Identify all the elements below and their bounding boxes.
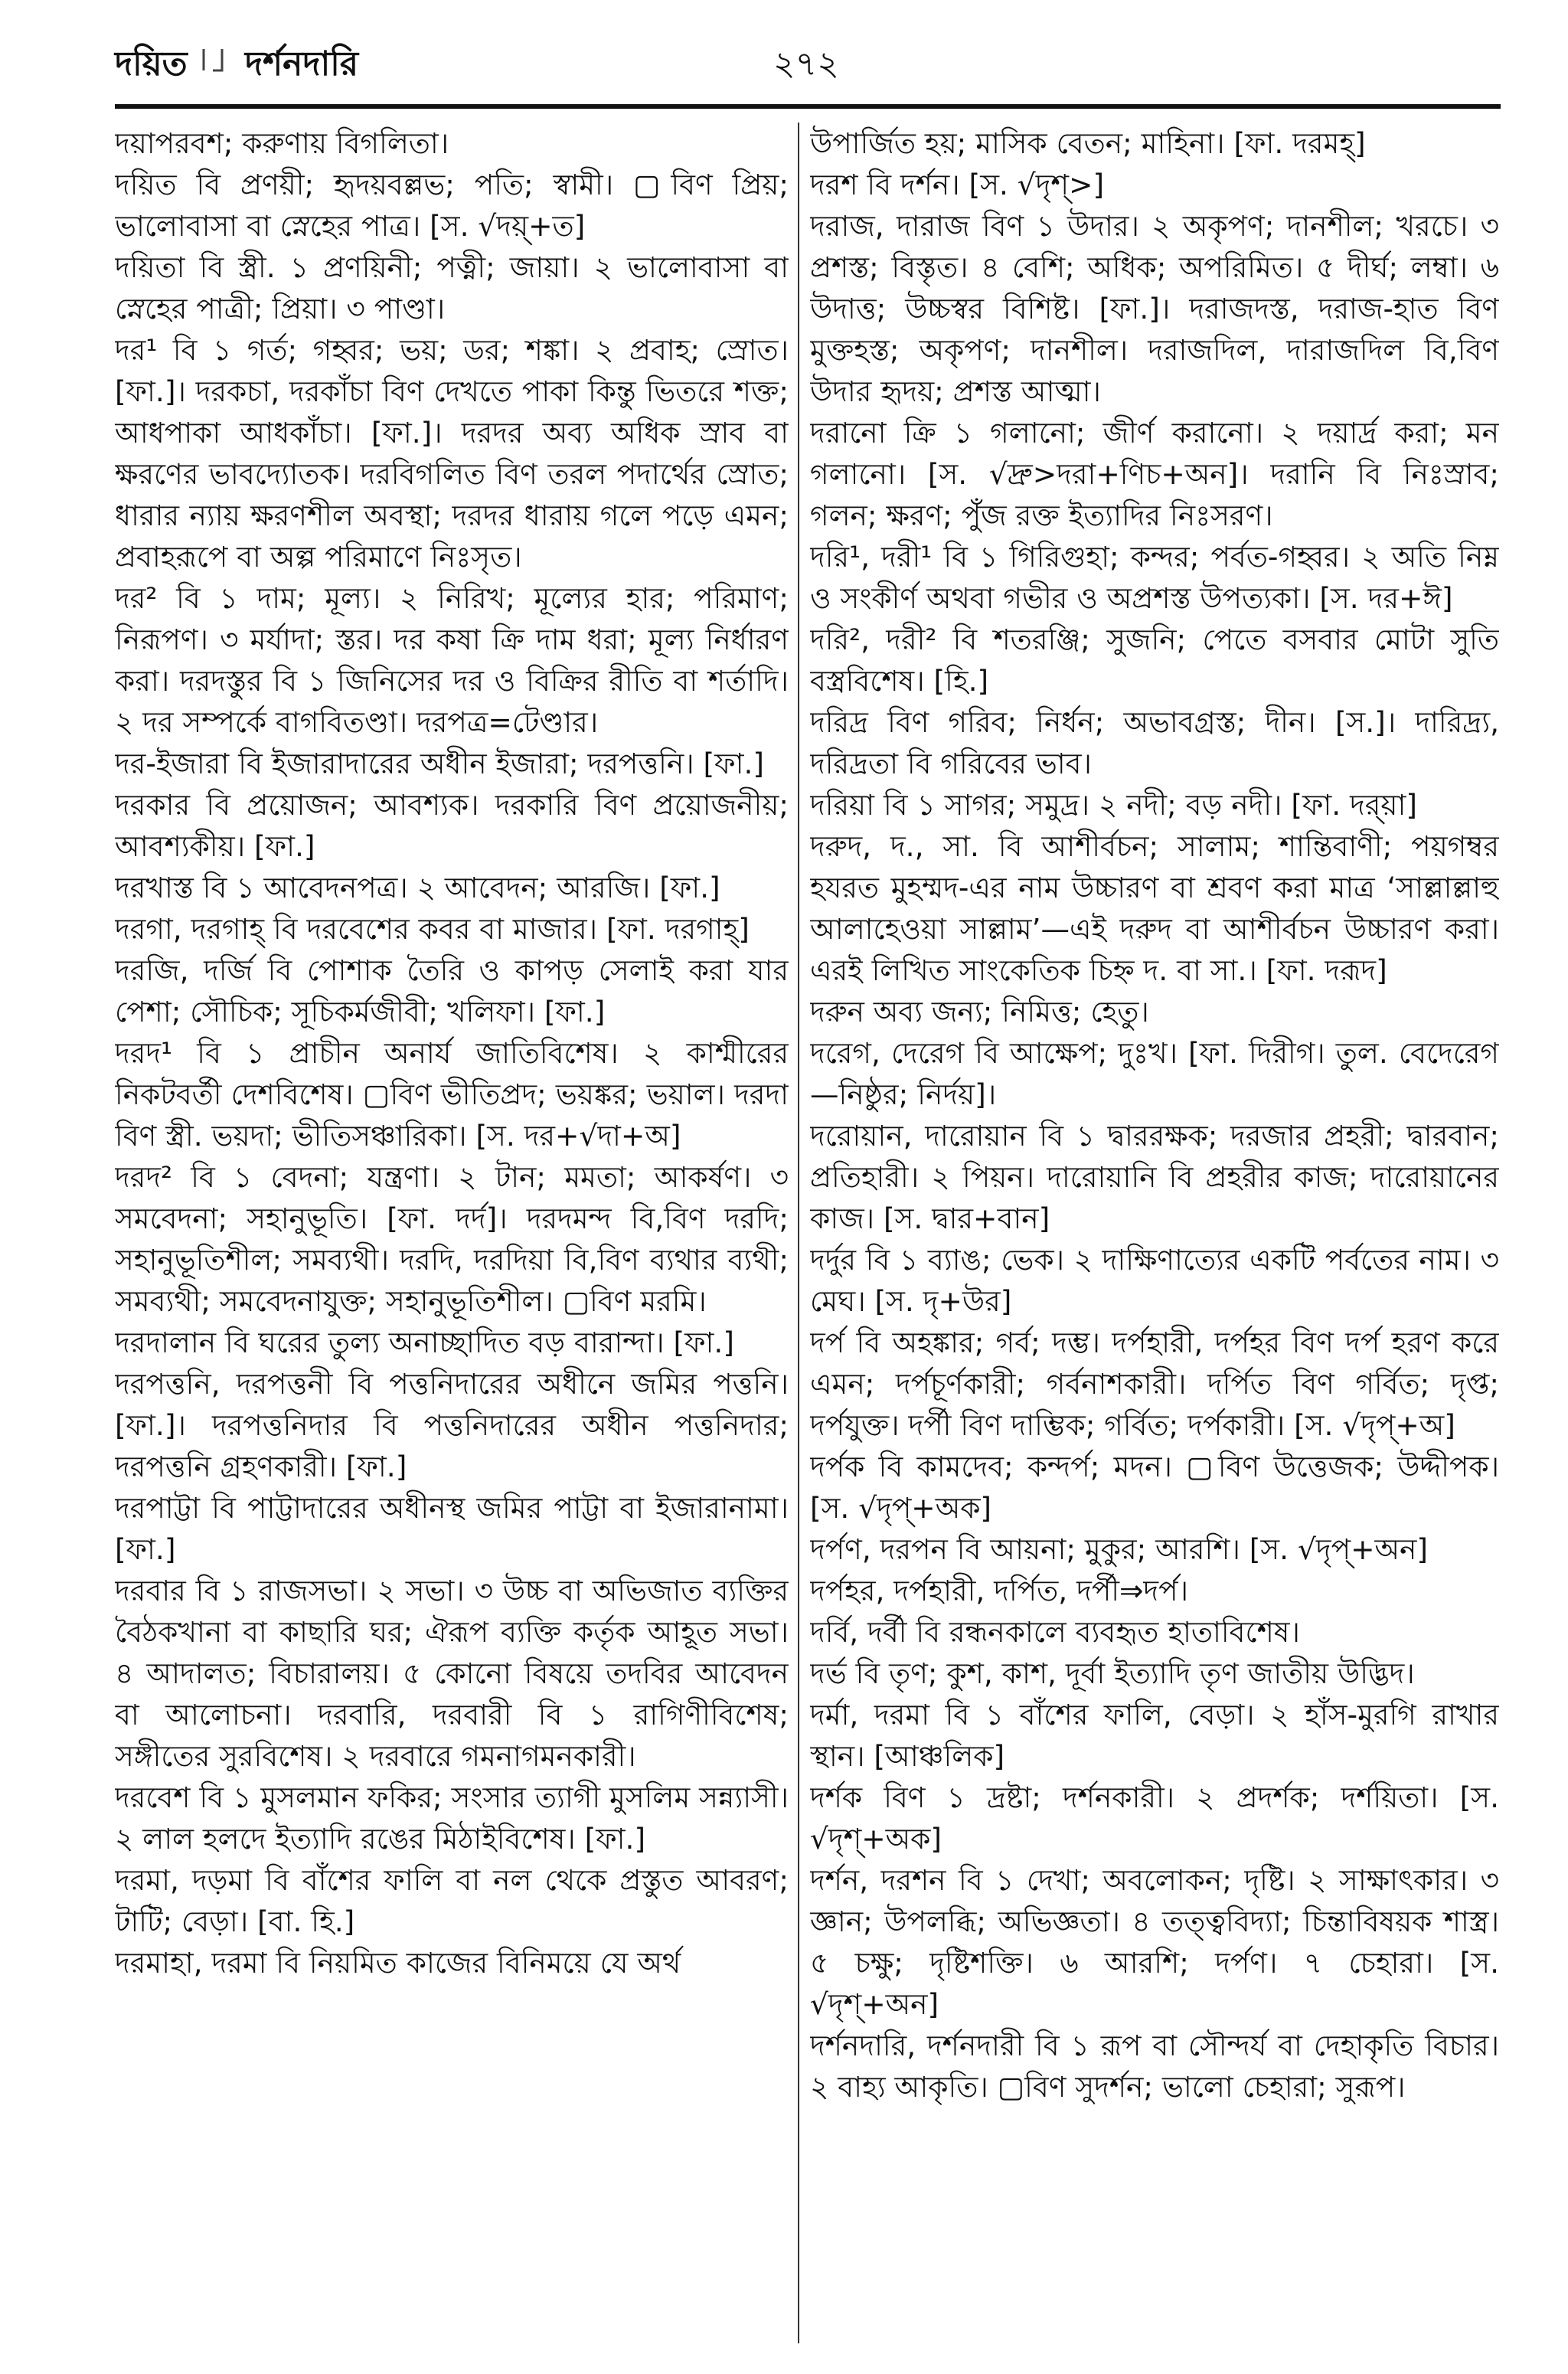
- page-number: ২৭২: [773, 44, 839, 83]
- dictionary-entry: দর্ভ বি তৃণ; কুশ, কাশ, দূর্বা ইত্যাদি তৃণ জাতীয় উদ্ভিদ।: [810, 1656, 1415, 1690]
- dictionary-entry: দর্পক বি কামদেব; কন্দর্প; মদন। ▢বিণ উত্তেজক; উদ্দীপক। [স. √দৃপ্+অক]: [810, 1450, 1499, 1525]
- dictionary-entry: দর্মা, দরমা বি ১ বাঁশের ফালি, বেড়া। ২ হাঁস-মুরগি রাখার স্থান। [আঞ্চলিক]: [810, 1698, 1499, 1773]
- page-header: [115, 38, 1493, 92]
- guide-word-left: দয়িত: [115, 44, 188, 83]
- dictionary-entry: দরিদ্র বিণ গরিব; নির্ধন; অভাবগ্রস্ত; দীন। [স.]। দারিদ্র্য, দরিদ্রতা বি গরিবের ভাব।: [810, 705, 1499, 780]
- dictionary-entry: দয়িতা বি স্ত্রী. ১ প্রণয়িনী; পত্নী; জায়া। ২ ভালোবাসা বা স্নেহের পাত্রী; প্রিয়া। ৩ পাণ্ডা।: [115, 250, 789, 325]
- dictionary-entry: দরাজ, দারাজ বিণ ১ উদার। ২ অকৃপণ; দানশীল; খরচে। ৩ প্রশস্ত; বিস্তৃত। ৪ বেশি; অধিক; অপরিমিত। ৫ দীর্ঘ; লম্বা। ৬ উদাত্ত; উচ্চস্বর বিশিষ্ট। [ফা.]। দরাজদস্ত, দরাজ-হাত বিণ মুক্তহস্ত; অকৃপণ; দানশীল। দরাজদিল, দারাজদিল বি,বিণ উদার হৃদয়; প্রশস্ত আত্মা।: [810, 209, 1499, 408]
- dictionary-entry: দরমাহা, দরমা বি নিয়মিত কাজের বিনিময়ে যে অর্থ: [115, 1946, 681, 1980]
- dictionary-entry: দরপাট্টা বি পাট্টাদারের অধীনস্থ জমির পাট্টা বা ইজারানামা। [ফা.]: [115, 1491, 789, 1566]
- dictionary-entry: দরখাস্ত বি ১ আবেদনপত্র। ২ আবেদন; আরজি। [ফা.]: [115, 871, 720, 904]
- dictionary-entry: দরেগ, দেরেগ বি আক্ষেপ; দুঃখ। [ফা. দিরীগ। তুল. বেদেরেগ—নিষ্ঠুর; নির্দয়]।: [810, 1036, 1499, 1111]
- dictionary-entry: দরি², দরী² বি শতরঞ্জি; সুজনি; পেতে বসবার মোটা সুতি বস্ত্রবিশেষ। [হি.]: [810, 623, 1499, 698]
- dictionary-entry: দরদ¹ বি ১ প্রাচীন অনার্য জাতিবিশেষ। ২ কাশ্মীরের নিকটবর্তী দেশবিশেষ। ▢বিণ ভীতিপ্রদ; ভয়ঙ্কর; ভয়াল। দরদা বিণ স্ত্রী. ভয়দা; ভীতিসঞ্চারিকা। [স. দর+√দা+অ]: [115, 1036, 789, 1153]
- dictionary-entry: দরদালান বি ঘরের তুল্য অনাচ্ছাদিত বড় বারান্দা। [ফা.]: [115, 1326, 734, 1359]
- dictionary-entry: উপার্জিত হয়; মাসিক বেতন; মাহিনা। [ফা. দরমহ্]: [810, 126, 1366, 160]
- dictionary-entry: দর² বি ১ দাম; মূল্য। ২ নিরিখ; মূল্যের হার; পরিমাণ; নিরূপণ। ৩ মর্যাদা; স্তর। দর কষা ক্রি দাম ধরা; মূল্য নির্ধারণ করা। দরদস্তুর বি ১ জিনিসের দর ও বিক্রির রীতি বা শর্তাদি। ২ দর সম্পর্কে বাগবিতণ্ডা। দরপত্র=টেণ্ডার।: [115, 581, 789, 739]
- right-column: [810, 123, 1499, 2343]
- header-rule: [115, 104, 1501, 109]
- dictionary-entry: দরুন অব্য জন্য; নিমিত্ত; হেতু।: [810, 995, 1149, 1028]
- dictionary-entry: দরদ² বি ১ বেদনা; যন্ত্রণা। ২ টান; মমতা; আকর্ষণ। ৩ সমবেদনা; সহানুভূতি। [ফা. দর্দ]। দরদমন্দ বি,বিণ দরদি; সহানুভূতিশীল; সমব্যথী। দরদি, দরদিয়া বি,বিণ ব্যথার ব্যথী; সমব্যথী; সমবেদনাযুক্ত; সহানুভূতিশীল। ▢বিণ মরমি।: [115, 1160, 789, 1318]
- dictionary-entry: দয়িত বি প্রণয়ী; হৃদয়বল্লভ; পতি; স্বামী। ▢বিণ প্রিয়; ভালোবাসা বা স্নেহের পাত্র। [স. √দয়্+ত]: [115, 168, 789, 243]
- dictionary-entry: দর্পণ, দরপন বি আয়না; মুকুর; আরশি। [স. √দৃপ্+অন]: [810, 1532, 1428, 1566]
- dictionary-entry: দর্শন, দরশন বি ১ দেখা; অবলোকন; দৃষ্টি। ২ সাক্ষাৎকার। ৩ জ্ঞান; উপলব্ধি; অভিজ্ঞতা। ৪ তত্ত্ববিদ্যা; চিন্তাবিষয়ক শাস্ত্র। ৫ চক্ষু; দৃষ্টিশক্তি। ৬ আরশি; দর্পণ। ৭ চেহারা। [স. √দৃশ্+অন]: [810, 1863, 1499, 2021]
- dictionary-entry: দরপত্তনি, দরপত্তনী বি পত্তনিদারের অধীনে জমির পত্তনি। [ফা.]। দরপত্তনিদার বি পত্তনিদারের অধীন পত্তনিদার; দরপত্তনি গ্রহণকারী। [ফা.]: [115, 1367, 789, 1483]
- dictionary-entry: দরুদ, দ., সা. বি আশীর্বচন; সালাম; শান্তিবাণী; পয়গম্বর হযরত মুহম্মদ-এর নাম উচ্চারণ বা শ্রবণ করা মাত্র ‘সাল্লাল্লাহু আলাহেওয়া সাল্লাম’—এই দরুদ বা আশীর্বচন উচ্চারণ করা। এরই লিখিত সাংকেতিক চিহ্ন দ. বা সা.। [ফা. দরূদ]: [810, 829, 1499, 987]
- dictionary-entry: দরশ বি দর্শন। [স. √দৃশ্>]: [810, 168, 1105, 201]
- dictionary-entry: দরকার বি প্রয়োজন; আবশ্যক। দরকারি বিণ প্রয়োজনীয়; আবশ্যকীয়। [ফা.]: [115, 788, 789, 863]
- dictionary-entry: দর-ইজারা বি ইজারাদারের অধীন ইজারা; দরপত্তনি। [ফা.]: [115, 747, 765, 780]
- column-divider: [798, 123, 799, 2343]
- dictionary-entry: দরোয়ান, দারোয়ান বি ১ দ্বাররক্ষক; দরজার প্রহরী; দ্বারবান; প্রতিহারী। ২ পিয়ন। দারোয়ানি বি প্রহরীর কাজ; দারোয়ানের কাজ। [স. দ্বার+বান]: [810, 1119, 1499, 1235]
- dictionary-entry: দর্প বি অহঙ্কার; গর্ব; দম্ভ। দর্পহারী, দর্পহর বিণ দর্প হরণ করে এমন; দর্পচূর্ণকারী; গর্বনাশকারী। দর্পিত বিণ গর্বিত; দৃপ্ত; দর্পযুক্ত। দর্পী বিণ দাম্ভিক; গর্বিত; দর্পকারী। [স. √দৃপ্+অ]: [810, 1326, 1499, 1442]
- dictionary-entry: দর্পহর, দর্পহারী, দর্পিত, দর্পী⇒দর্প।: [810, 1574, 1188, 1607]
- dictionary-entry: দর্শক বিণ ১ দ্রষ্টা; দর্শনকারী। ২ প্রদর্শক; দর্শয়িতা। [স. √দৃশ্+অক]: [810, 1780, 1499, 1856]
- dictionary-entry: দর্শনদারি, দর্শনদারী বি ১ রূপ বা সৌন্দর্য বা দেহাকৃতি বিচার। ২ বাহ্য আকৃতি। ▢বিণ সুদর্শন; ভালো চেহারা; সুরূপ।: [810, 2029, 1499, 2104]
- dictionary-entry: দর্দুর বি ১ ব্যাঙ; ভেক। ২ দাক্ষিণাত্যের একটি পর্বতের নাম। ৩ মেঘ। [স. দৃ+উর]: [810, 1243, 1499, 1318]
- dictionary-entry: দরমা, দড়মা বি বাঁশের ফালি বা নল থেকে প্রস্তুত আবরণ; টাটি; বেড়া। [বা. হি.]: [115, 1863, 789, 1938]
- dictionary-entry: দরজি, দর্জি বি পোশাক তৈরি ও কাপড় সেলাই করা যার পেশা; সৌচিক; সূচিকর্মজীবী; খলিফা। [ফা.]: [115, 953, 789, 1028]
- dictionary-entry: দরগা, দরগাহ্ বি দরবেশের কবর বা মাজার। [ফা. দরগাহ্]: [115, 912, 750, 946]
- dictionary-entry: দরি¹, দরী¹ বি ১ গিরিগুহা; কন্দর; পর্বত-গহ্বর। ২ অতি নিম্ন ও সংকীর্ণ অথবা গভীর ও অপ্রশস্ত উপত্যকা। [স. দর+ঈ]: [810, 540, 1499, 615]
- dictionary-entry: দর¹ বি ১ গর্ত; গহ্বর; ভয়; ডর; শঙ্কা। ২ প্রবাহ; স্রোত। [ফা.]। দরকচা, দরকাঁচা বিণ দেখতে পাকা কিন্তু ভিতরে শক্ত; আধপাকা আধকাঁচা। [ফা.]। দরদর অব্য অধিক স্রাব বা ক্ষরণের ভাবদ্যোতক। দরবিগলিত বিণ তরল পদার্থের স্রোত; ধারার ন্যায় ক্ষরণশীল অবস্থা; দরদর ধারায় গলে পড়ে এমন; প্রবাহরূপে বা অল্প পরিমাণে নিঃসৃত।: [115, 333, 789, 574]
- dictionary-entry: দরিয়া বি ১ সাগর; সমুদ্র। ২ নদী; বড় নদী। [ফা. দর্‌য়া]: [810, 788, 1418, 822]
- dictionary-entry: দরানো ক্রি ১ গলানো; জীর্ণ করানো। ২ দয়ার্দ্র করা; মন গলানো। [স. √দ্রু>দরা+ণিচ+অন]। দরানি বি নিঃস্রাব; গলন; ক্ষরণ; পুঁজ রক্ত ইত্যাদির নিঃসরণ।: [810, 416, 1499, 532]
- dictionary-entry: দরবেশ বি ১ মুসলমান ফকির; সংসার ত্যাগী মুসলিম সন্ন্যাসী। ২ লাল হলদে ইত্যাদি রঙের মিঠাইবিশেষ। [ফা.]: [115, 1780, 789, 1856]
- guide-word-right: দর্শনদারি: [245, 44, 359, 83]
- left-column: [115, 123, 789, 2343]
- dictionary-entry: দর্বি, দর্বী বি রন্ধনকালে ব্যবহৃত হাতাবিশেষ।: [810, 1615, 1300, 1649]
- bracket-glyph-icon: [198, 44, 228, 75]
- dictionary-entry: দয়াপরবশ; করুণায় বিগলিতা।: [115, 126, 449, 160]
- dictionary-entry: দরবার বি ১ রাজসভা। ২ সভা। ৩ উচ্চ বা অভিজাত ব্যক্তির বৈঠকখানা বা কাছারি ঘর; ঐরূপ ব্যক্তি কর্তৃক আহূত সভা। ৪ আদালত; বিচারালয়। ৫ কোনো বিষয়ে তদবির আবেদন বা আলোচনা। দরবারি, দরবারী বি ১ রাগিণীবিশেষ; সঙ্গীতের সুরবিশেষ। ২ দরবারে গমনাগমনকারী।: [115, 1574, 789, 1773]
